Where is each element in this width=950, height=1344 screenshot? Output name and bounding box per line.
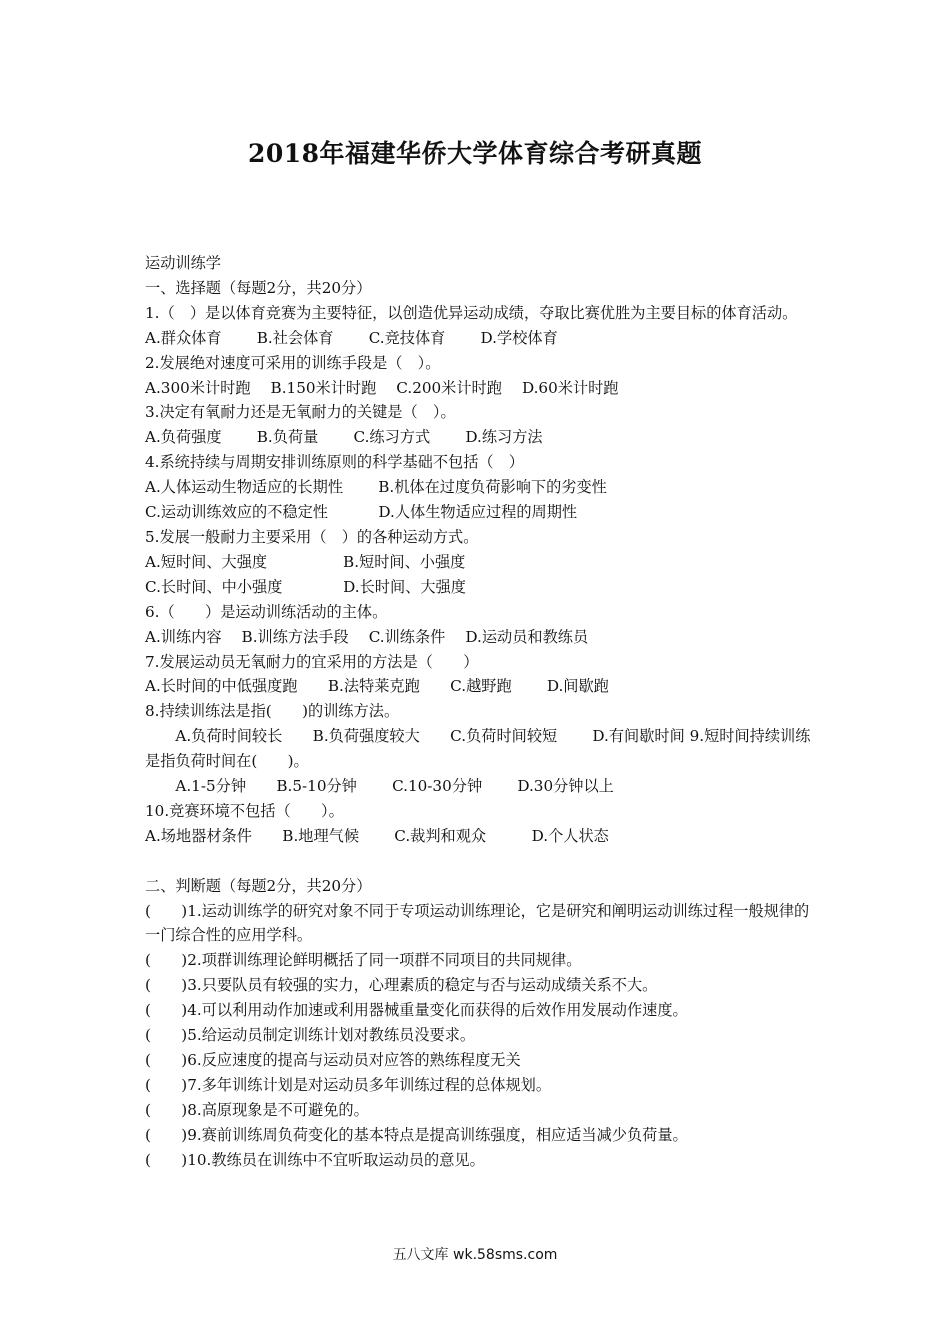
judgment-item-4: ( )4.可以利用动作加速或利用器械重量变化而获得的后效作用发展动作速度。 bbox=[145, 1001, 688, 1020]
judgment-item-9: ( )9.赛前训练周负荷变化的基本特点是提高训练强度，相应适当减少负荷量。 bbox=[145, 1125, 688, 1144]
question-8: 8.持续训练法是指( )的训练方法。 bbox=[145, 702, 400, 721]
judgment-item-5: ( )5.给运动员制定训练计划对教练员没要求。 bbox=[145, 1026, 476, 1045]
judgment-item-1: ( )1.运动训练学的研究对象不同于专项运动训练理论，它是研究和阐明运动训练过程一般规律的一门综合性的应用学科。 bbox=[145, 901, 810, 945]
judgment-item-10: ( )10.教练员在训练中不宜听取运动员的意见。 bbox=[145, 1150, 485, 1169]
question-7-options: A.长时间的中低强度跑 B.法特莱克跑 C.越野跑 D.间歇跑 bbox=[145, 677, 609, 696]
judgment-item-8: ( )8.高原现象是不可避免的。 bbox=[145, 1100, 369, 1119]
question-7: 7.发展运动员无氧耐力的宜采用的方法是（ ） bbox=[145, 652, 479, 671]
question-5-options-ab: A.短时间、大强度 B.短时间、小强度 bbox=[145, 552, 466, 571]
question-1: 1.（ ）是以体育竞赛为主要特征，以创造优异运动成绩，夺取比赛优胜为主要目标的体育活动。 bbox=[145, 303, 798, 322]
exam-content bbox=[145, 251, 813, 1173]
question-3-options: A.负荷强度 B.负荷量 C.练习方式 D.练习方法 bbox=[145, 428, 543, 447]
question-6: 6.（ ）是运动训练活动的主体。 bbox=[145, 602, 388, 621]
section2-heading: 二、判断题（每题2分，共20分） bbox=[145, 876, 372, 895]
footer-watermark: 五八文库 wk.58sms.com bbox=[392, 1247, 558, 1263]
question-4-options-ab: A.人体运动生物适应的长期性 B.机体在过度负荷影响下的劣变性 bbox=[145, 478, 607, 497]
question-1-options: A.群众体育 B.社会体育 C.竞技体育 D.学校体育 bbox=[145, 328, 558, 347]
question-5-options-cd: C.长时间、中小强度 D.长时间、大强度 bbox=[145, 577, 466, 596]
question-9-options: A.1-5分钟 B.5-10分钟 C.10-30分钟 D.30分钟以上 bbox=[145, 777, 614, 796]
question-10: 10.竞赛环境不包括（ ）。 bbox=[145, 801, 344, 820]
question-2: 2.发展绝对速度可采用的训练手段是（ ）。 bbox=[145, 353, 441, 372]
subject-heading: 运动训练学 bbox=[145, 254, 221, 272]
question-3: 3.决定有氧耐力还是无氧耐力的关键是（ ）。 bbox=[145, 403, 456, 422]
question-2-options: A.300米计时跑 B.150米计时跑 C.200米计时跑 D.60米计时跑 bbox=[145, 378, 619, 397]
question-10-options: A.场地器材条件 B.地理气候 C.裁判和观众 D.个人状态 bbox=[145, 826, 609, 845]
question-5: 5.发展一般耐力主要采用（ ）的各种运动方式。 bbox=[145, 527, 479, 546]
question-4: 4.系统持续与周期安排训练原则的科学基础不包括（ ） bbox=[145, 453, 524, 472]
judgment-item-3: ( )3.只要队员有较强的实力，心理素质的稳定与否与运动成绩关系不大。 bbox=[145, 976, 658, 995]
judgment-item-7: ( )7.多年训练计划是对运动员多年训练过程的总体规划。 bbox=[145, 1075, 552, 1094]
page-title: 2018年福建华侨大学体育综合考研真题 bbox=[247, 139, 703, 168]
question-4-options-cd: C.运动训练效应的不稳定性 D.人体生物适应过程的周期性 bbox=[145, 503, 578, 522]
judgment-item-2: ( )2.项群训练理论鲜明概括了同一项群不同项目的共同规律。 bbox=[145, 951, 582, 970]
section1-heading: 一、选择题（每题2分，共20分） bbox=[145, 278, 372, 297]
question-8-options-question-9: A.负荷时间较长 B.负荷强度较大 C.负荷时间较短 D.有间歇时间 9.短时间持续训练是指负荷时间在( )。 bbox=[145, 727, 811, 771]
judgment-item-6: ( )6.反应速度的提高与运动员对应答的熟练程度无关 bbox=[145, 1050, 521, 1069]
section-spacer bbox=[145, 849, 813, 874]
question-6-options: A.训练内容 B.训练方法手段 C.训练条件 D.运动员和教练员 bbox=[145, 627, 589, 646]
